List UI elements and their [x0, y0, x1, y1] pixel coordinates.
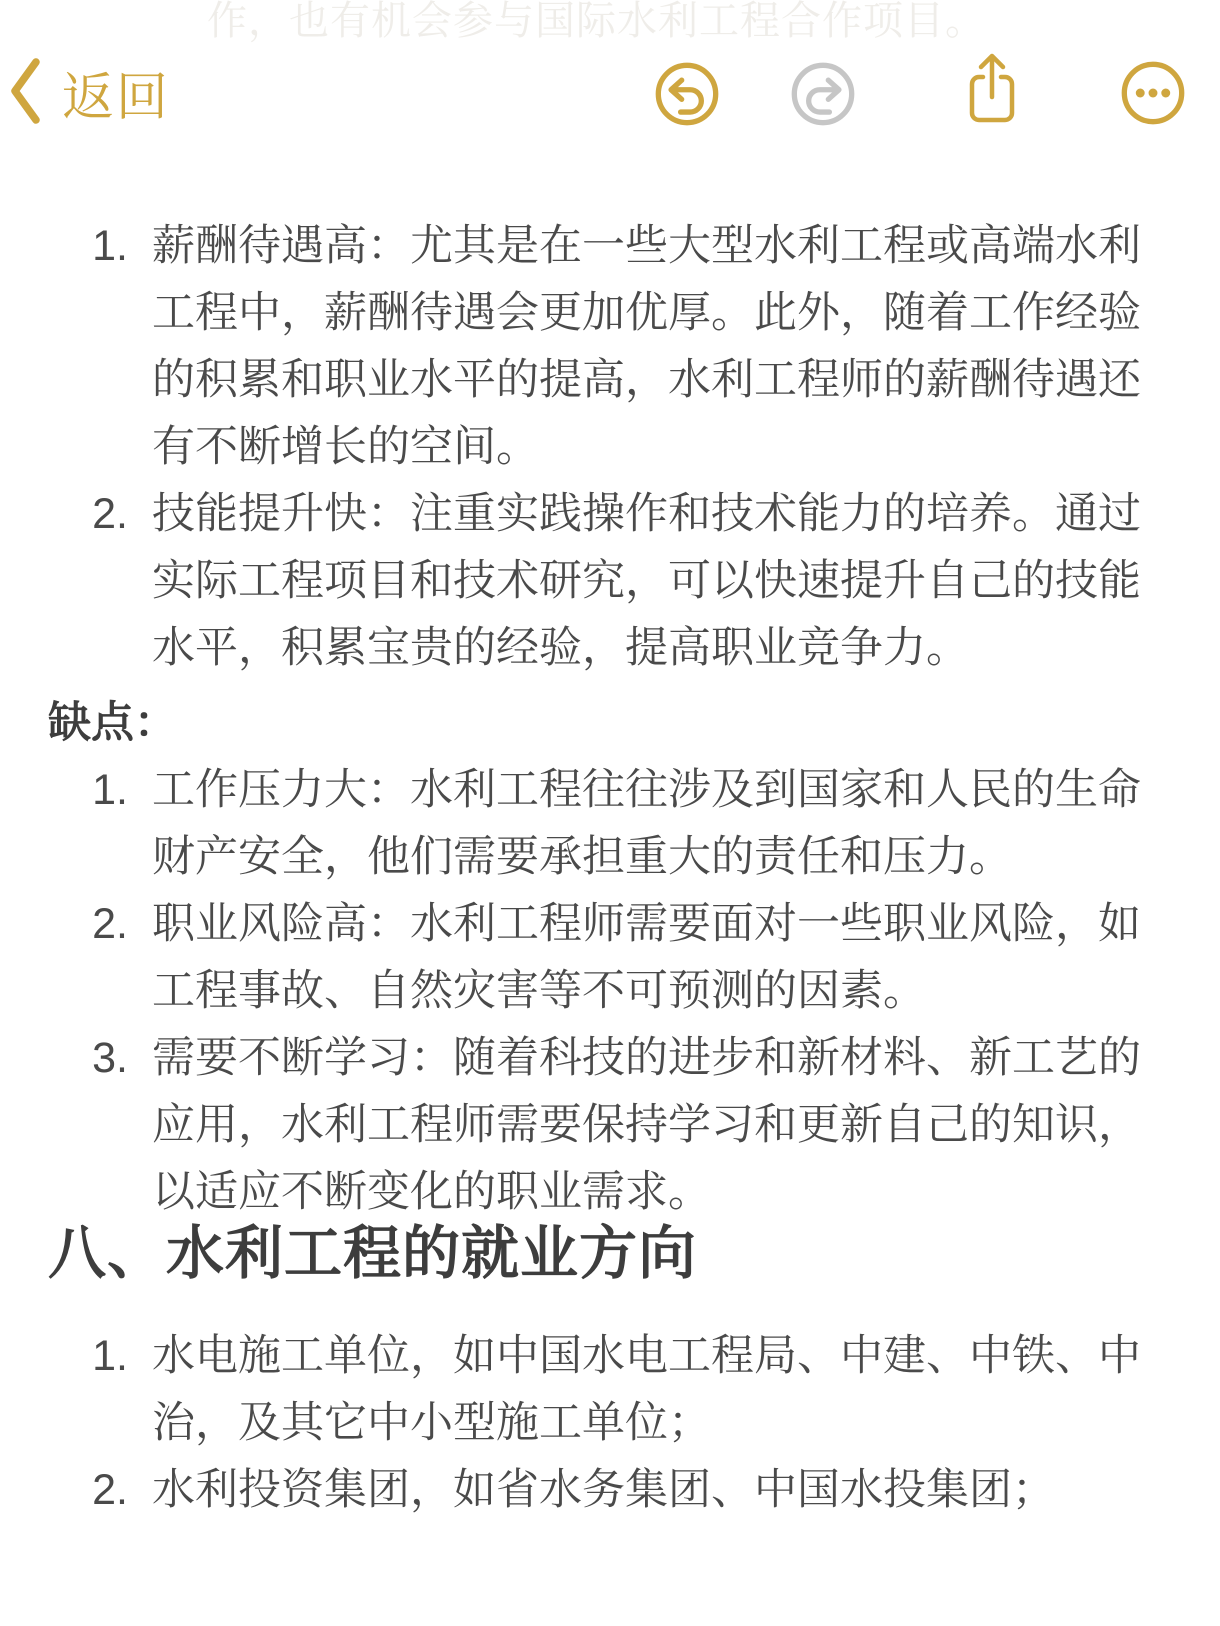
- toolbar: [0, 0, 1220, 150]
- section-heading: 八、水利工程的就业方向: [48, 1221, 698, 1286]
- ellipsis-circle-icon: [1119, 115, 1187, 130]
- list-item: [48, 1323, 1164, 1457]
- list-item-text: 职业风险高：水利工程师需要面对一些职业风险，如工程事故、自然灾害等不可预测的因素。: [152, 900, 1141, 1015]
- note-content: [0, 213, 1220, 1524]
- list-number: 1.: [92, 222, 128, 270]
- list-item: [48, 1457, 1164, 1524]
- list-number: 2.: [92, 490, 128, 538]
- redo-icon: [789, 116, 857, 131]
- share-icon: [962, 116, 1022, 131]
- list-item-text: 薪酬待遇高：尤其是在一些大型水利工程或高端水利工程中，薪酬待遇会更加优厚。此外，随着工作经验的积累和职业水平的提高，水利工程师的薪酬待遇还有不断增长的空间。: [152, 222, 1141, 471]
- list-number: 1.: [92, 1332, 128, 1380]
- list-item: [48, 213, 1164, 481]
- undo-icon: [653, 116, 721, 131]
- list-item-text: 工作压力大：水利工程往往涉及到国家和人民的生命财产安全，他们需要承担重大的责任和压力。: [152, 766, 1141, 881]
- list-number: 3.: [92, 1034, 128, 1082]
- list-item-text: 水电施工单位，如中国水电工程局、中建、中铁、中治，及其它中小型施工单位；: [152, 1332, 1141, 1447]
- share-button[interactable]: [962, 50, 1022, 128]
- cons-label: 缺点：: [48, 699, 177, 747]
- chevron-left-icon: [8, 57, 42, 128]
- more-options-button[interactable]: [1119, 59, 1187, 127]
- list-item: [48, 481, 1164, 682]
- list-item-text: 技能提升快：注重实践操作和技术能力的培养。通过实际工程项目和技术研究，可以快速提升自己的技能水平，积累宝贵的经验，提高职业竞争力。: [152, 490, 1141, 672]
- list-item-text: 需要不断学习：随着科技的进步和新材料、新工艺的应用，水利工程师需要保持学习和更新自己的知识，以适应不断变化的职业需求。: [152, 1034, 1141, 1216]
- list-item: [48, 757, 1164, 891]
- back-button-label: 返回: [62, 68, 171, 127]
- list-item: [48, 1025, 1164, 1226]
- redo-button[interactable]: [789, 60, 857, 128]
- list-number: 1.: [92, 766, 128, 814]
- back-button[interactable]: [8, 56, 170, 128]
- undo-button[interactable]: [653, 60, 721, 128]
- list-number: 2.: [92, 1466, 128, 1514]
- list-item-text: 水利投资集团，如省水务集团、中国水投集团；: [152, 1466, 1055, 1514]
- scrolled-note-text-under-toolbar: 作，也有机会参与国际水利工程合作项目。: [207, 0, 986, 43]
- cons-list: [48, 757, 1164, 1226]
- list-number: 2.: [92, 900, 128, 948]
- list-item: [48, 891, 1164, 1025]
- advantages-list: [48, 213, 1164, 682]
- employment-list: [48, 1323, 1164, 1524]
